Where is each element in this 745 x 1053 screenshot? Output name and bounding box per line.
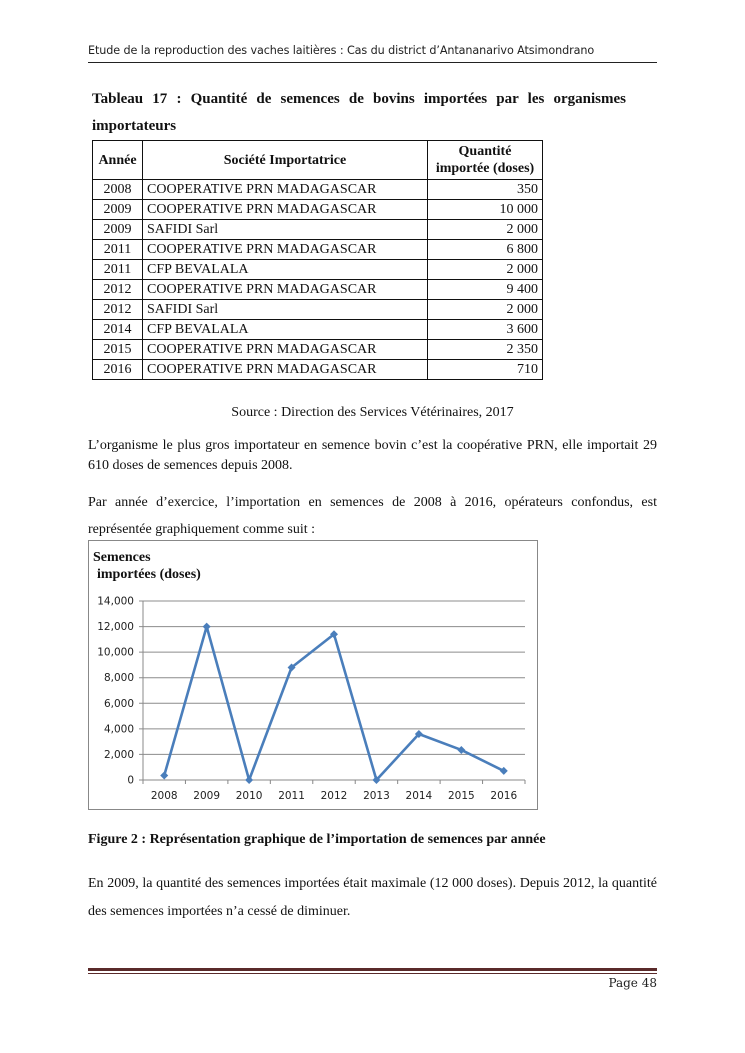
- x-tick-label: 2015: [447, 790, 475, 802]
- cell-year: 2011: [93, 240, 143, 260]
- cell-quantity: 710: [428, 360, 543, 380]
- cell-company: COOPERATIVE PRN MADAGASCAR: [143, 340, 428, 360]
- cell-quantity: 2 350: [428, 340, 543, 360]
- header-rule: [88, 62, 657, 63]
- table-row: [93, 220, 543, 240]
- footer-rule: [88, 968, 657, 971]
- column-header-quantity: Quantité importée (doses): [428, 141, 543, 180]
- table-row: [93, 340, 543, 360]
- cell-quantity: 9 400: [428, 280, 543, 300]
- table-header-row: [93, 141, 543, 180]
- y-tick-label: 2,000: [103, 748, 134, 761]
- x-tick-label: 2008: [150, 790, 178, 802]
- data-point-marker: [245, 776, 253, 784]
- cell-company: COOPERATIVE PRN MADAGASCAR: [143, 360, 428, 380]
- footer-rule-thin: [88, 973, 657, 974]
- y-tick-label: 10,000: [97, 646, 134, 659]
- cell-quantity: 10 000: [428, 200, 543, 220]
- table-row: [93, 320, 543, 340]
- y-tick-label: 14,000: [97, 595, 134, 608]
- cell-company: SAFIDI Sarl: [143, 300, 428, 320]
- cell-company: COOPERATIVE PRN MADAGASCAR: [143, 180, 428, 200]
- y-tick-label: 6,000: [103, 697, 134, 710]
- cell-year: 2011: [93, 260, 143, 280]
- cell-company: SAFIDI Sarl: [143, 220, 428, 240]
- cell-year: 2014: [93, 320, 143, 340]
- table-row: [93, 180, 543, 200]
- cell-company: COOPERATIVE PRN MADAGASCAR: [143, 240, 428, 260]
- page-number: Page 48: [608, 976, 657, 990]
- table-row: [93, 360, 543, 380]
- cell-company: COOPERATIVE PRN MADAGASCAR: [143, 280, 428, 300]
- cell-year: 2008: [93, 180, 143, 200]
- cell-company: CFP BEVALALA: [143, 260, 428, 280]
- x-tick-label: 2009: [193, 790, 221, 802]
- cell-quantity: 3 600: [428, 320, 543, 340]
- running-header: Etude de la reproduction des vaches laitières : Cas du district d’Antananarivo Atsimondrano: [88, 44, 595, 57]
- data-point-marker: [160, 772, 168, 780]
- cell-year: 2009: [93, 200, 143, 220]
- table-row: [93, 300, 543, 320]
- cell-quantity: 2 000: [428, 220, 543, 240]
- paragraph-2: Par année d’exercice, l’importation en semences de 2008 à 2016, opérateurs confondus, est représentée graphiquement comme suit :: [88, 495, 657, 537]
- chart-title-line-1: Semences: [93, 550, 151, 565]
- x-tick-label: 2010: [235, 790, 263, 802]
- cell-quantity: 6 800: [428, 240, 543, 260]
- x-tick-label: 2012: [320, 790, 348, 802]
- cell-year: 2015: [93, 340, 143, 360]
- cell-company: CFP BEVALALA: [143, 320, 428, 340]
- data-point-marker: [203, 623, 211, 631]
- cell-company: COOPERATIVE PRN MADAGASCAR: [143, 200, 428, 220]
- x-tick-label: 2013: [363, 790, 390, 802]
- x-tick-label: 2014: [405, 790, 433, 802]
- y-tick-label: 12,000: [97, 621, 134, 634]
- figure-caption: Figure 2 : Représentation graphique de l’importation de semences par année: [88, 832, 546, 847]
- y-tick-label: 4,000: [103, 723, 134, 736]
- chart-plot-area: [89, 541, 539, 811]
- y-tick-label: 0: [127, 774, 134, 787]
- cell-quantity: 350: [428, 180, 543, 200]
- table-source: Source : Direction des Services Vétérinaires, 2017: [231, 405, 514, 420]
- table-row: [93, 280, 543, 300]
- cell-quantity: 2 000: [428, 300, 543, 320]
- line-chart: [88, 540, 538, 810]
- imports-table: [92, 140, 543, 380]
- cell-year: 2012: [93, 280, 143, 300]
- x-tick-label: 2016: [490, 790, 518, 802]
- table-row: [93, 260, 543, 280]
- column-header-company: Société Importatrice: [143, 141, 428, 180]
- cell-quantity: 2 000: [428, 260, 543, 280]
- column-header-year: Année: [93, 141, 143, 180]
- y-tick-label: 8,000: [103, 672, 134, 685]
- cell-year: 2009: [93, 220, 143, 240]
- x-tick-label: 2011: [278, 790, 305, 802]
- paragraph-1: L’organisme le plus gros importateur en semence bovin c’est la coopérative PRN, elle importait 29 610 doses de semences depuis 2008.: [88, 438, 657, 473]
- table-title: Tableau 17 : Quantité de semences de bovins importées par les organismes importateurs: [92, 91, 626, 134]
- table-row: [93, 200, 543, 220]
- paragraph-3: En 2009, la quantité des semences importées était maximale (12 000 doses). Depuis 2012, la quantité des semences importées n’a cessé de diminuer.: [88, 876, 657, 919]
- cell-year: 2016: [93, 360, 143, 380]
- cell-year: 2012: [93, 300, 143, 320]
- chart-title-line-2: importées (doses): [97, 567, 201, 582]
- table-row: [93, 240, 543, 260]
